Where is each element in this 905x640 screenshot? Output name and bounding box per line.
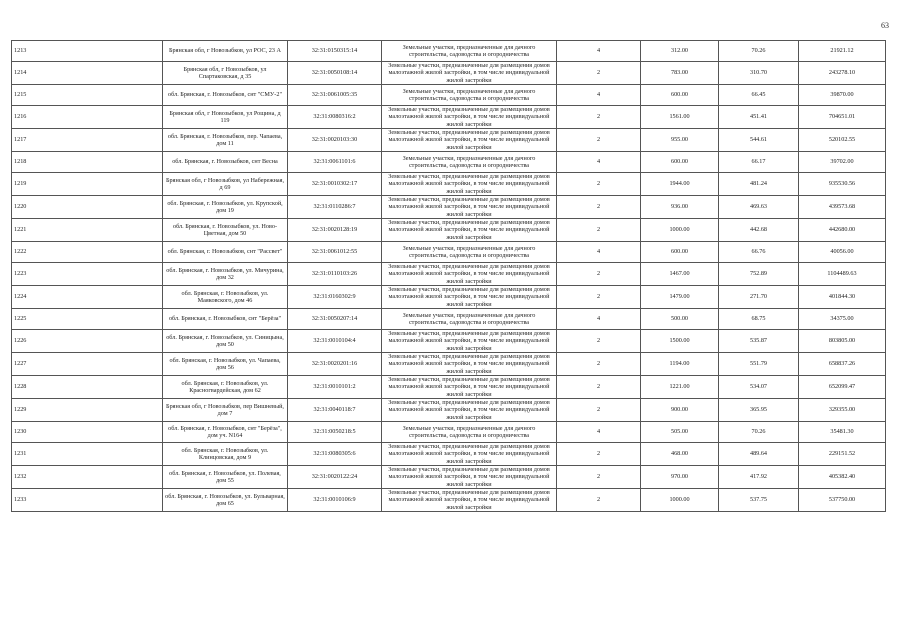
row-number: 1218 <box>12 152 163 173</box>
land-use-cell: Земельные участки, предназначенные для дачного строительства, садоводства и огородничества <box>382 41 557 62</box>
land-use-cell: Земельные участки, предназначенные для размещения домов малоэтажной жилой застройки, в том числе индивидуальной жилой застройки <box>382 106 557 129</box>
row-number: 1216 <box>12 106 163 129</box>
land-plots-table <box>11 40 886 512</box>
group-cell: 2 <box>557 106 641 129</box>
row-number: 1226 <box>12 330 163 353</box>
land-use-cell: Земельные участки, предназначенные для размещения домов малоэтажной жилой застройки, в том числе индивидуальной жилой застройки <box>382 219 557 242</box>
cadastral-number-cell: 32:31:0020128:19 <box>288 219 382 242</box>
table-row <box>12 242 886 263</box>
area-cell: 468.00 <box>641 443 719 466</box>
specific-value-cell: 489.64 <box>719 443 799 466</box>
group-cell: 2 <box>557 443 641 466</box>
row-number: 1229 <box>12 399 163 422</box>
area-cell: 1561.00 <box>641 106 719 129</box>
group-cell: 2 <box>557 286 641 309</box>
address-cell: обл. Брянская, г. Новозыбков, ул. Бульварная, дом 65 <box>163 489 288 512</box>
area-cell: 955.00 <box>641 129 719 152</box>
table-row <box>12 152 886 173</box>
address-cell: Брянская обл, г Новозыбков, ул Рощина, д 119 <box>163 106 288 129</box>
cadastral-value-cell: 704651.01 <box>799 106 886 129</box>
group-cell: 4 <box>557 41 641 62</box>
land-use-cell: Земельные участки, предназначенные для размещения домов малоэтажной жилой застройки, в том числе индивидуальной жилой застройки <box>382 353 557 376</box>
cadastral-number-cell: 32:31:0050108:14 <box>288 62 382 85</box>
group-cell: 4 <box>557 242 641 263</box>
specific-value-cell: 68.75 <box>719 309 799 330</box>
cadastral-number-cell: 32:31:0110103:26 <box>288 263 382 286</box>
area-cell: 1500.00 <box>641 330 719 353</box>
address-cell: Брянская обл, г Новозыбков, ул Набережная, д 69 <box>163 173 288 196</box>
specific-value-cell: 534.07 <box>719 376 799 399</box>
cadastral-number-cell: 32:31:0010104:4 <box>288 330 382 353</box>
area-cell: 1000.00 <box>641 489 719 512</box>
area-cell: 1221.00 <box>641 376 719 399</box>
land-use-cell: Земельные участки, предназначенные для размещения домов малоэтажной жилой застройки, в том числе индивидуальной жилой застройки <box>382 330 557 353</box>
group-cell: 2 <box>557 466 641 489</box>
land-use-cell: Земельные участки, предназначенные для размещения домов малоэтажной жилой застройки, в том числе индивидуальной жилой застройки <box>382 173 557 196</box>
area-cell: 1479.00 <box>641 286 719 309</box>
land-use-cell: Земельные участки, предназначенные для размещения домов малоэтажной жилой застройки, в том числе индивидуальной жилой застройки <box>382 376 557 399</box>
specific-value-cell: 66.45 <box>719 85 799 106</box>
address-cell: Брянская обл, г Новозыбков, ул Спартаковская, д 35 <box>163 62 288 85</box>
group-cell: 2 <box>557 62 641 85</box>
table-row <box>12 106 886 129</box>
land-use-cell: Земельные участки, предназначенные для размещения домов малоэтажной жилой застройки, в том числе индивидуальной жилой застройки <box>382 196 557 219</box>
group-cell: 2 <box>557 489 641 512</box>
table-row <box>12 286 886 309</box>
address-cell: обл. Брянская, г. Новозыбков, ул. Красногвардейская, дом 62 <box>163 376 288 399</box>
address-cell: обл. Брянская, г. Новозыбков, снт Весна <box>163 152 288 173</box>
address-cell: Брянская обл, г Новозыбков, пер Вишневый, дом 7 <box>163 399 288 422</box>
cadastral-number-cell: 32:31:0080305:6 <box>288 443 382 466</box>
area-cell: 600.00 <box>641 152 719 173</box>
address-cell: обл. Брянская, г. Новозыбков, ул. Крупской, дом 19 <box>163 196 288 219</box>
table-row <box>12 489 886 512</box>
area-cell: 936.00 <box>641 196 719 219</box>
area-cell: 500.00 <box>641 309 719 330</box>
row-number: 1222 <box>12 242 163 263</box>
land-use-cell: Земельные участки, предназначенные для размещения домов малоэтажной жилой застройки, в том числе индивидуальной жилой застройки <box>382 466 557 489</box>
row-number: 1231 <box>12 443 163 466</box>
specific-value-cell: 469.63 <box>719 196 799 219</box>
cadastral-value-cell: 442680.00 <box>799 219 886 242</box>
row-number: 1220 <box>12 196 163 219</box>
cadastral-value-cell: 21921.12 <box>799 41 886 62</box>
group-cell: 2 <box>557 353 641 376</box>
specific-value-cell: 66.17 <box>719 152 799 173</box>
cadastral-number-cell: 32:31:0150315:14 <box>288 41 382 62</box>
area-cell: 783.00 <box>641 62 719 85</box>
group-cell: 2 <box>557 196 641 219</box>
cadastral-number-cell: 32:31:0020122:24 <box>288 466 382 489</box>
row-number: 1230 <box>12 422 163 443</box>
cadastral-value-cell: 39870.00 <box>799 85 886 106</box>
row-number: 1219 <box>12 173 163 196</box>
table-row <box>12 263 886 286</box>
page-number: 63 <box>881 21 889 30</box>
specific-value-cell: 752.89 <box>719 263 799 286</box>
row-number: 1232 <box>12 466 163 489</box>
cadastral-value-cell: 401844.30 <box>799 286 886 309</box>
land-use-cell: Земельные участки, предназначенные для размещения домов малоэтажной жилой застройки, в том числе индивидуальной жилой застройки <box>382 286 557 309</box>
cadastral-number-cell: 32:31:0061012:55 <box>288 242 382 263</box>
table-row <box>12 466 886 489</box>
specific-value-cell: 310.70 <box>719 62 799 85</box>
address-cell: обл. Брянская, г. Новозыбков, ул. Полевая, дом 55 <box>163 466 288 489</box>
address-cell: обл. Брянская, г. Новозыбков, ул. Ново-Цветная, дом 50 <box>163 219 288 242</box>
cadastral-value-cell: 39702.00 <box>799 152 886 173</box>
table-row <box>12 330 886 353</box>
land-use-cell: Земельные участки, предназначенные для дачного строительства, садоводства и огородничества <box>382 85 557 106</box>
cadastral-value-cell: 405382.40 <box>799 466 886 489</box>
cadastral-value-cell: 803805.00 <box>799 330 886 353</box>
table-row <box>12 173 886 196</box>
specific-value-cell: 70.26 <box>719 422 799 443</box>
cadastral-number-cell: 32:31:0010106:9 <box>288 489 382 512</box>
specific-value-cell: 70.26 <box>719 41 799 62</box>
cadastral-number-cell: 32:31:0050218:5 <box>288 422 382 443</box>
cadastral-value-cell: 658837.26 <box>799 353 886 376</box>
table-row <box>12 219 886 242</box>
table-row <box>12 196 886 219</box>
table-row <box>12 422 886 443</box>
address-cell: обл. Брянская, г. Новозыбков, снт "СМУ-2" <box>163 85 288 106</box>
table-row <box>12 129 886 152</box>
land-use-cell: Земельные участки, предназначенные для размещения домов малоэтажной жилой застройки, в том числе индивидуальной жилой застройки <box>382 263 557 286</box>
land-use-cell: Земельные участки, предназначенные для дачного строительства, садоводства и огородничества <box>382 242 557 263</box>
cadastral-value-cell: 35481.30 <box>799 422 886 443</box>
address-cell: обл. Брянская, г. Новозыбков, ул. Синицына, дом 50 <box>163 330 288 353</box>
specific-value-cell: 271.70 <box>719 286 799 309</box>
row-number: 1224 <box>12 286 163 309</box>
row-number: 1233 <box>12 489 163 512</box>
area-cell: 505.00 <box>641 422 719 443</box>
cadastral-value-cell: 329355.00 <box>799 399 886 422</box>
specific-value-cell: 535.87 <box>719 330 799 353</box>
land-use-cell: Земельные участки, предназначенные для размещения домов малоэтажной жилой застройки, в том числе индивидуальной жилой застройки <box>382 129 557 152</box>
group-cell: 4 <box>557 85 641 106</box>
table-row <box>12 85 886 106</box>
land-use-cell: Земельные участки, предназначенные для дачного строительства, садоводства и огородничества <box>382 152 557 173</box>
specific-value-cell: 417.92 <box>719 466 799 489</box>
area-cell: 900.00 <box>641 399 719 422</box>
cadastral-number-cell: 32:31:0010302:17 <box>288 173 382 196</box>
cadastral-value-cell: 40056.00 <box>799 242 886 263</box>
row-number: 1228 <box>12 376 163 399</box>
table-row <box>12 353 886 376</box>
cadastral-number-cell: 32:31:0160302:9 <box>288 286 382 309</box>
table-row <box>12 399 886 422</box>
group-cell: 4 <box>557 152 641 173</box>
specific-value-cell: 537.75 <box>719 489 799 512</box>
cadastral-number-cell: 32:31:0010101:2 <box>288 376 382 399</box>
address-cell: обл. Брянская, г. Новозыбков, снт "Берёза" <box>163 309 288 330</box>
land-use-cell: Земельные участки, предназначенные для размещения домов малоэтажной жилой застройки, в том числе индивидуальной жилой застройки <box>382 62 557 85</box>
cadastral-value-cell: 537750.00 <box>799 489 886 512</box>
cadastral-value-cell: 520102.55 <box>799 129 886 152</box>
address-cell: обл. Брянская, г. Новозыбков, пер. Чапаева, дом 11 <box>163 129 288 152</box>
specific-value-cell: 365.95 <box>719 399 799 422</box>
area-cell: 600.00 <box>641 242 719 263</box>
table-row <box>12 443 886 466</box>
table-row <box>12 376 886 399</box>
row-number: 1225 <box>12 309 163 330</box>
area-cell: 1467.00 <box>641 263 719 286</box>
area-cell: 312.00 <box>641 41 719 62</box>
group-cell: 2 <box>557 399 641 422</box>
table-row <box>12 62 886 85</box>
address-cell: обл. Брянская, г. Новозыбков, ул. Клинцовская, дом 9 <box>163 443 288 466</box>
table-row <box>12 309 886 330</box>
cadastral-value-cell: 652099.47 <box>799 376 886 399</box>
row-number: 1215 <box>12 85 163 106</box>
cadastral-value-cell: 229151.52 <box>799 443 886 466</box>
cadastral-value-cell: 439573.68 <box>799 196 886 219</box>
area-cell: 970.00 <box>641 466 719 489</box>
specific-value-cell: 544.61 <box>719 129 799 152</box>
group-cell: 2 <box>557 376 641 399</box>
cadastral-number-cell: 32:31:0020103:30 <box>288 129 382 152</box>
row-number: 1221 <box>12 219 163 242</box>
land-use-cell: Земельные участки, предназначенные для дачного строительства, садоводства и огородничества <box>382 309 557 330</box>
specific-value-cell: 481.24 <box>719 173 799 196</box>
land-use-cell: Земельные участки, предназначенные для размещения домов малоэтажной жилой застройки, в том числе индивидуальной жилой застройки <box>382 399 557 422</box>
specific-value-cell: 451.41 <box>719 106 799 129</box>
area-cell: 1944.00 <box>641 173 719 196</box>
row-number: 1214 <box>12 62 163 85</box>
group-cell: 4 <box>557 309 641 330</box>
group-cell: 2 <box>557 129 641 152</box>
land-use-cell: Земельные участки, предназначенные для размещения домов малоэтажной жилой застройки, в том числе индивидуальной жилой застройки <box>382 489 557 512</box>
land-use-cell: Земельные участки, предназначенные для дачного строительства, садоводства и огородничества <box>382 422 557 443</box>
land-use-cell: Земельные участки, предназначенные для размещения домов малоэтажной жилой застройки, в том числе индивидуальной жилой застройки <box>382 443 557 466</box>
cadastral-number-cell: 32:31:0050207:14 <box>288 309 382 330</box>
address-cell: Брянская обл, г Новозыбков, ул РОС, 23 А <box>163 41 288 62</box>
group-cell: 2 <box>557 330 641 353</box>
specific-value-cell: 551.79 <box>719 353 799 376</box>
cadastral-value-cell: 34375.00 <box>799 309 886 330</box>
address-cell: обл. Брянская, г. Новозыбков, ул. Маяковского, дом 46 <box>163 286 288 309</box>
group-cell: 4 <box>557 422 641 443</box>
row-number: 1227 <box>12 353 163 376</box>
cadastral-number-cell: 32:31:0080316:2 <box>288 106 382 129</box>
address-cell: обл. Брянская, г. Новозыбков, ул. Чапаева, дом 56 <box>163 353 288 376</box>
cadastral-value-cell: 243278.10 <box>799 62 886 85</box>
cadastral-number-cell: 32:31:0020201:16 <box>288 353 382 376</box>
cadastral-number-cell: 32:31:0061005:35 <box>288 85 382 106</box>
group-cell: 2 <box>557 173 641 196</box>
cadastral-number-cell: 32:31:0061101:6 <box>288 152 382 173</box>
address-cell: обл. Брянская, г. Новозыбков, снт "Берёза", дом уч. N164 <box>163 422 288 443</box>
area-cell: 600.00 <box>641 85 719 106</box>
specific-value-cell: 442.68 <box>719 219 799 242</box>
table-body <box>12 41 886 512</box>
area-cell: 1000.00 <box>641 219 719 242</box>
row-number: 1217 <box>12 129 163 152</box>
area-cell: 1194.00 <box>641 353 719 376</box>
row-number: 1213 <box>12 41 163 62</box>
cadastral-value-cell: 935530.56 <box>799 173 886 196</box>
group-cell: 2 <box>557 219 641 242</box>
cadastral-value-cell: 1104489.63 <box>799 263 886 286</box>
cadastral-number-cell: 32:31:0110286:7 <box>288 196 382 219</box>
row-number: 1223 <box>12 263 163 286</box>
specific-value-cell: 66.76 <box>719 242 799 263</box>
address-cell: обл. Брянская, г. Новозыбков, снт "Рассвет" <box>163 242 288 263</box>
group-cell: 2 <box>557 263 641 286</box>
cadastral-number-cell: 32:31:0040118:7 <box>288 399 382 422</box>
address-cell: обл. Брянская, г. Новозыбков, ул. Мичурина, дом 32 <box>163 263 288 286</box>
table-row <box>12 41 886 62</box>
